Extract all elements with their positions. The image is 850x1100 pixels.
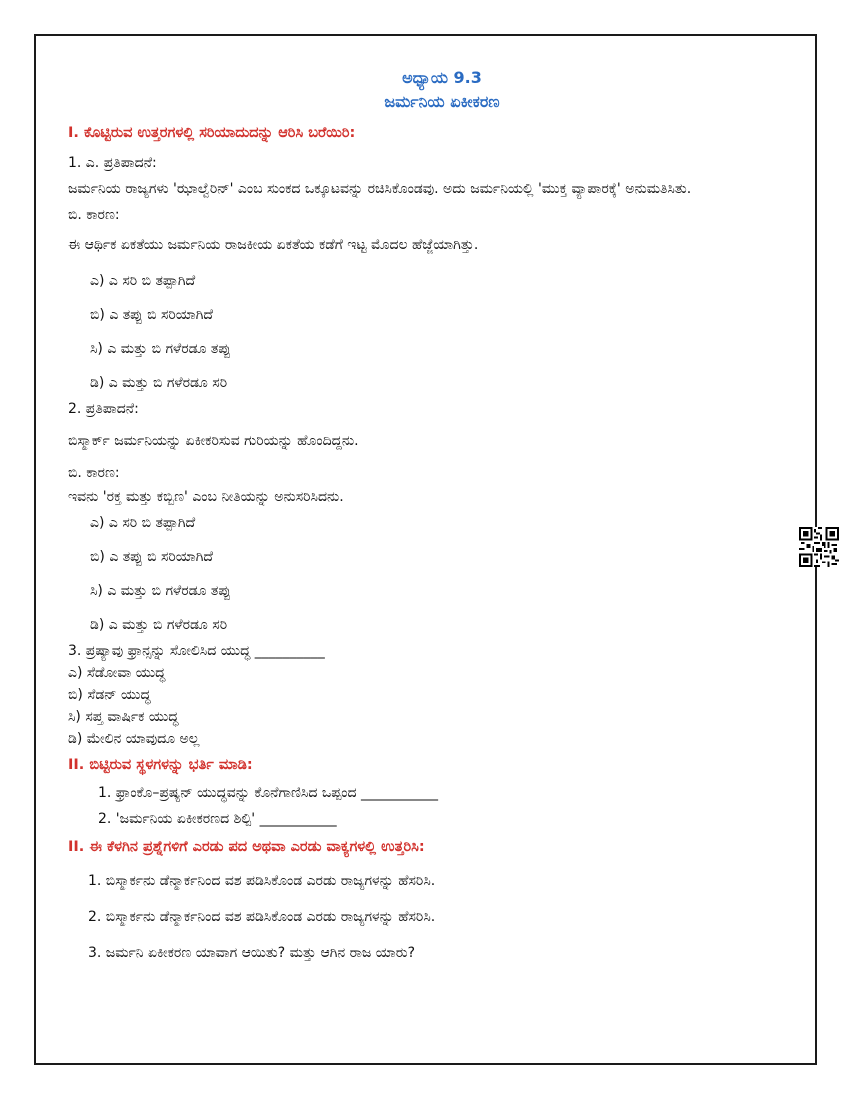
q2-reason-label: ಬಿ. ಕಾರಣ:: [68, 465, 120, 481]
fill-item-1: 1. ಫ್ರಾಂಕೊ–ಪ್ರಷ್ಯನ್ ಯುದ್ಧವನ್ನು ಕೊನೆಗಾಣಿಸಿದ ಒಪ್ಪಂದ ___________: [98, 785, 438, 801]
chapter-number: ಅಧ್ಯಾಯ 9.3: [402, 68, 482, 87]
q1-reason-text: ಈ ಆರ್ಥಿಕ ಏಕತೆಯು ಜರ್ಮನಿಯ ರಾಜಕೀಯ ಏಕತೆಯ ಕಡೆಗೆ ಇಟ್ಟ ಮೊದಲ ಹೆಜ್ಜೆಯಾಗಿತ್ತು.: [68, 237, 479, 253]
q1-option-c: ಸಿ) ಎ ಮತ್ತು ಬಿ ಗಳೆರಡೂ ತಪ್ಪು: [90, 341, 231, 357]
q2-option-b: ಬಿ) ಎ ತಪ್ಪು ಬಿ ಸರಿಯಾಗಿದೆ: [90, 549, 213, 565]
chapter-title: ಜರ್ಮನಿಯ ಏಕೀಕರಣ: [384, 92, 500, 111]
q1-assertion-label: 1. ಎ. ಪ್ರತಿಪಾದನೆ:: [68, 155, 157, 171]
q2-reason-text: ಇವನು 'ರಕ್ತ ಮತ್ತು ಕಬ್ಬಿಣ' ಎಂಬ ನೀತಿಯನ್ನು ಅನುಸರಿಸಿದನು.: [68, 489, 344, 505]
section-2-heading: II. ಬಿಟ್ಟಿರುವ ಸ್ಥಳಗಳನ್ನು ಭರ್ತಿ ಮಾಡಿ:: [68, 757, 253, 773]
q3-question: 3. ಪ್ರಷ್ಯಾವು ಫ್ರಾನ್ಸನ್ನು ಸೋಲಿಸಿದ ಯುದ್ಧ __________: [68, 643, 325, 659]
q1-assertion-text: ಜರ್ಮನಿಯ ರಾಜ್ಯಗಳು 'ಝಾಲ್ವೆರಿನ್' ಎಂಬ ಸುಂಕದ ಒಕ್ಕೂಟವನ್ನು ರಚಿಸಿಕೊಂಡವು. ಅದು ಜರ್ಮನಿಯಲ್ಲಿ 'ಮುಕ್ತ ವ್ಯಾಪಾರಕ್ಕೆ' ಅನುಮತಿಸಿತು.: [68, 181, 692, 197]
section-1-heading: I. ಕೊಟ್ಟಿರುವ ಉತ್ತರಗಳಲ್ಲಿ ಸರಿಯಾದುದನ್ನು ಆರಿಸಿ ಬರೆಯಿರಿ:: [68, 125, 356, 141]
section-3-heading: II. ಈ ಕೆಳಗಿನ ಪ್ರಶ್ನೆಗಳಿಗೆ ಎರಡು ಪದ ಅಥವಾ ಎರಡು ವಾಕ್ಯಗಳಲ್ಲಿ ಉತ್ತರಿಸಿ:: [68, 839, 425, 855]
q2-assertion-label: 2. ಪ್ರತಿಪಾದನೆ:: [68, 401, 139, 417]
short-answer-3: 3. ಜರ್ಮನಿ ಏಕೀಕರಣ ಯಾವಾಗ ಆಯಿತು? ಮತ್ತು ಆಗಿನ ರಾಜ ಯಾರು?: [88, 945, 416, 961]
q3-option-a: ಎ) ಸೆಡೋವಾ ಯುದ್ಧ: [68, 665, 166, 681]
short-answer-2: 2. ಬಿಸ್ಮಾರ್ಕನು ಡೆನ್ಮಾರ್ಕನಿಂದ ವಶ ಪಡಿಸಿಕೊಂಡ ಎರಡು ರಾಜ್ಯಗಳನ್ನು ಹೆಸರಿಸಿ.: [88, 909, 436, 925]
q1-option-b: ಬಿ) ಎ ತಪ್ಪು ಬಿ ಸರಿಯಾಗಿದೆ: [90, 307, 213, 323]
qr-code-icon: [799, 527, 839, 567]
q3-option-c: ಸಿ) ಸಪ್ತ ವಾರ್ಷಿಕ ಯುದ್ಧ: [68, 709, 179, 725]
q2-option-d: ಡಿ) ಎ ಮತ್ತು ಬಿ ಗಳೆರಡೂ ಸರಿ: [90, 617, 228, 633]
q2-assertion-text: ಬಿಸ್ಮಾರ್ಕ್ ಜರ್ಮನಿಯನ್ನು ಏಕೀಕರಿಸುವ ಗುರಿಯನ್ನು ಹೊಂದಿದ್ದನು.: [68, 433, 359, 449]
q1-option-a: ಎ) ಎ ಸರಿ ಬಿ ತಪ್ಪಾಗಿದೆ: [90, 273, 196, 289]
short-answer-1: 1. ಬಿಸ್ಮಾರ್ಕನು ಡೆನ್ಮಾರ್ಕನಿಂದ ವಶ ಪಡಿಸಿಕೊಂಡ ಎರಡು ರಾಜ್ಯಗಳನ್ನು ಹೆಸರಿಸಿ.: [88, 873, 436, 889]
q2-option-c: ಸಿ) ಎ ಮತ್ತು ಬಿ ಗಳೆರಡೂ ತಪ್ಪು: [90, 583, 231, 599]
q2-option-a: ಎ) ಎ ಸರಿ ಬಿ ತಪ್ಪಾಗಿದೆ: [90, 515, 196, 531]
q1-option-d: ಡಿ) ಎ ಮತ್ತು ಬಿ ಗಳೆರಡೂ ಸರಿ: [90, 375, 228, 391]
fill-item-2: 2. 'ಜರ್ಮನಿಯ ಏಕೀಕರಣದ ಶಿಲ್ಪಿ' ___________: [98, 811, 337, 827]
q3-option-d: ಡಿ) ಮೇಲಿನ ಯಾವುದೂ ಅಲ್ಲ: [68, 731, 200, 747]
q3-option-b: ಬಿ) ಸೆಡನ್ ಯುದ್ಧ: [68, 687, 151, 703]
q1-reason-label: ಬಿ. ಕಾರಣ:: [68, 207, 120, 223]
worksheet: [68, 66, 816, 964]
